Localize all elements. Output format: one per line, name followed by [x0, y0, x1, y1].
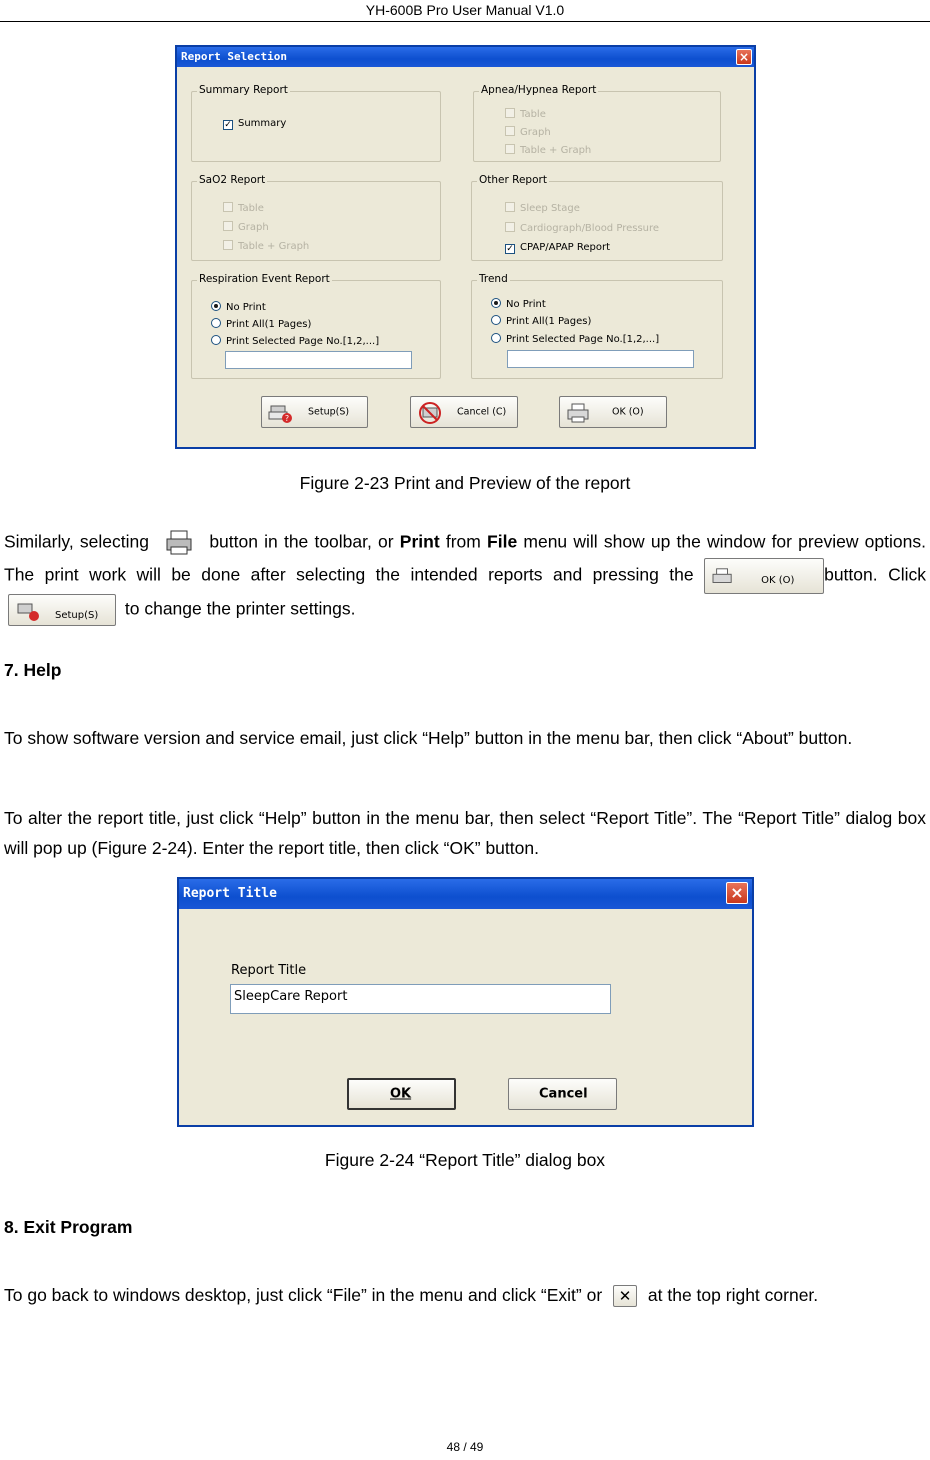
group-title: Trend	[479, 273, 508, 285]
page-header: YH-600B Pro User Manual V1.0	[0, 0, 930, 22]
cardiograph-checkbox[interactable]: Cardiograph/Blood Pressure	[505, 222, 659, 235]
checkbox-icon	[223, 221, 233, 231]
page-number: 48 / 49	[446, 1440, 484, 1454]
help-about-paragraph: To show software version and service email, just click “Help” button in the menu bar, then click “About” button.	[4, 728, 853, 748]
inline-ok-label: OK (O)	[761, 575, 795, 586]
sao2-report-group	[191, 174, 441, 261]
section-heading-help: 7. Help	[4, 660, 62, 680]
report-title-dialog	[177, 877, 754, 1127]
apnea-graph-checkbox[interactable]: Graph	[505, 126, 551, 139]
trend-print-selected-radio[interactable]: Print Selected Page No.[1,2,...]	[491, 333, 659, 346]
checkbox-icon	[223, 202, 233, 212]
apnea-table-graph-checkbox[interactable]: Table + Graph	[505, 144, 591, 157]
ok-button[interactable]	[559, 396, 667, 428]
exit-paragraph	[4, 1282, 926, 1308]
checkbox-icon	[505, 108, 515, 118]
report-title-paragraph: To alter the report title, just click “Help” button in the menu bar, then select “Report Title”. The “Report Title” dialog box will pop up (Figure 2-24). Enter the report title, then click “OK” button.	[4, 808, 926, 858]
paragraph-text: to change the printer settings.	[124, 598, 356, 619]
radio-icon	[491, 315, 501, 325]
other-report-group	[471, 174, 723, 261]
checkbox-icon	[505, 144, 515, 154]
group-title: Other Report	[479, 174, 547, 186]
paragraph-text: at the top right corner.	[647, 1285, 819, 1305]
section-heading-exit: 8. Exit Program	[4, 1217, 133, 1237]
trend-print-all-radio[interactable]: Print All(1 Pages)	[491, 315, 591, 328]
group-title: SaO2 Report	[199, 174, 266, 186]
ok-label: OK	[390, 1086, 412, 1102]
inline-setup-button	[8, 594, 116, 626]
radio-selected-icon	[491, 298, 501, 308]
dialog-title-bar	[177, 47, 754, 67]
report-title-input[interactable]	[230, 984, 611, 1014]
setup-label: Setup(S)	[308, 406, 350, 418]
checkbox-icon	[223, 240, 233, 250]
summary-report-group	[191, 84, 441, 162]
printer-icon	[566, 402, 592, 424]
respiration-pages-input[interactable]	[225, 351, 412, 369]
printer-setup-icon	[268, 402, 294, 424]
dialog-title: Report Selection	[181, 50, 287, 63]
cpap-report-checkbox[interactable]: ✓ CPAP/APAP Report	[506, 242, 611, 254]
radio-icon	[211, 318, 221, 328]
printer-setup-icon	[15, 600, 41, 622]
trend-no-print-radio[interactable]: No Print	[491, 298, 546, 311]
paragraph-text: To go back to windows desktop, just click “File” in the menu and click “Exit” or	[4, 1285, 603, 1305]
group-title: Respiration Event Report	[199, 273, 330, 285]
dialog-title-bar	[179, 879, 752, 909]
bold-print: Print	[399, 531, 440, 552]
checkbox-icon	[505, 202, 515, 212]
figure-caption: Figure 2-23 Print and Preview of the report	[299, 473, 631, 493]
radio-icon	[491, 333, 501, 343]
report-title-value: SleepCare Report	[234, 989, 348, 1004]
respiration-report-group	[191, 273, 441, 379]
print-paragraph	[4, 528, 926, 626]
radio-icon	[211, 335, 221, 345]
report-selection-dialog	[175, 45, 756, 449]
respiration-no-print-radio[interactable]: No Print	[211, 301, 266, 314]
sleep-stage-checkbox[interactable]: Sleep Stage	[505, 202, 580, 215]
group-title: Summary Report	[199, 84, 288, 96]
sao2-table-checkbox[interactable]: Table	[223, 202, 264, 215]
trend-pages-input[interactable]	[507, 350, 694, 368]
dialog-title: Report Title	[183, 886, 277, 901]
ok-button[interactable]	[347, 1078, 456, 1110]
print-toolbar-icon	[159, 528, 199, 558]
respiration-print-all-radio[interactable]: Print All(1 Pages)	[211, 318, 311, 331]
printer-icon	[711, 567, 735, 587]
group-title: Apnea/Hypnea Report	[481, 84, 597, 96]
checkbox-checked-icon: ✓	[224, 120, 232, 130]
cancel-label: Cancel (C)	[457, 406, 507, 418]
svg-text:?: ?	[284, 414, 290, 423]
checkbox-icon	[505, 222, 515, 232]
apnea-report-group	[473, 84, 721, 162]
checkbox-checked-icon: ✓	[506, 244, 514, 254]
paragraph-text: from	[445, 531, 481, 552]
printer-icon	[159, 528, 199, 558]
close-x-icon: ✕	[613, 1285, 637, 1307]
inline-ok-button	[704, 558, 824, 594]
radio-selected-icon	[211, 301, 221, 311]
close-icon[interactable]: ×	[726, 882, 748, 904]
paragraph-text: menu will show up the window for preview options. The print work will be done after selecting the intended reports and pressing the	[4, 531, 926, 585]
cancel-button[interactable]	[410, 396, 518, 428]
paragraph-text: button in the toolbar, or	[209, 531, 394, 552]
cancel-button[interactable]	[508, 1078, 617, 1110]
cancel-printer-icon	[417, 400, 443, 426]
sao2-graph-checkbox[interactable]: Graph	[223, 221, 269, 234]
figure-caption: Figure 2-24 “Report Title” dialog box	[324, 1150, 606, 1170]
inline-setup-label: Setup(S)	[55, 610, 99, 621]
sao2-table-graph-checkbox[interactable]: Table + Graph	[223, 240, 309, 253]
ok-label: OK (O)	[612, 406, 644, 418]
respiration-print-selected-radio[interactable]: Print Selected Page No.[1,2,...]	[211, 335, 379, 348]
report-title-label: Report Title	[231, 963, 307, 978]
trend-group	[471, 273, 723, 379]
paragraph-text: Similarly, selecting	[4, 531, 149, 552]
bold-file: File	[487, 531, 518, 552]
cancel-label: Cancel	[539, 1086, 588, 1102]
summary-checkbox[interactable]: ✓ Summary	[224, 118, 287, 130]
close-icon[interactable]: ×	[736, 49, 752, 65]
checkbox-icon	[505, 126, 515, 136]
paragraph-text: button. Click	[824, 564, 926, 585]
setup-button[interactable]	[261, 396, 368, 428]
apnea-table-checkbox[interactable]: Table	[505, 108, 546, 121]
